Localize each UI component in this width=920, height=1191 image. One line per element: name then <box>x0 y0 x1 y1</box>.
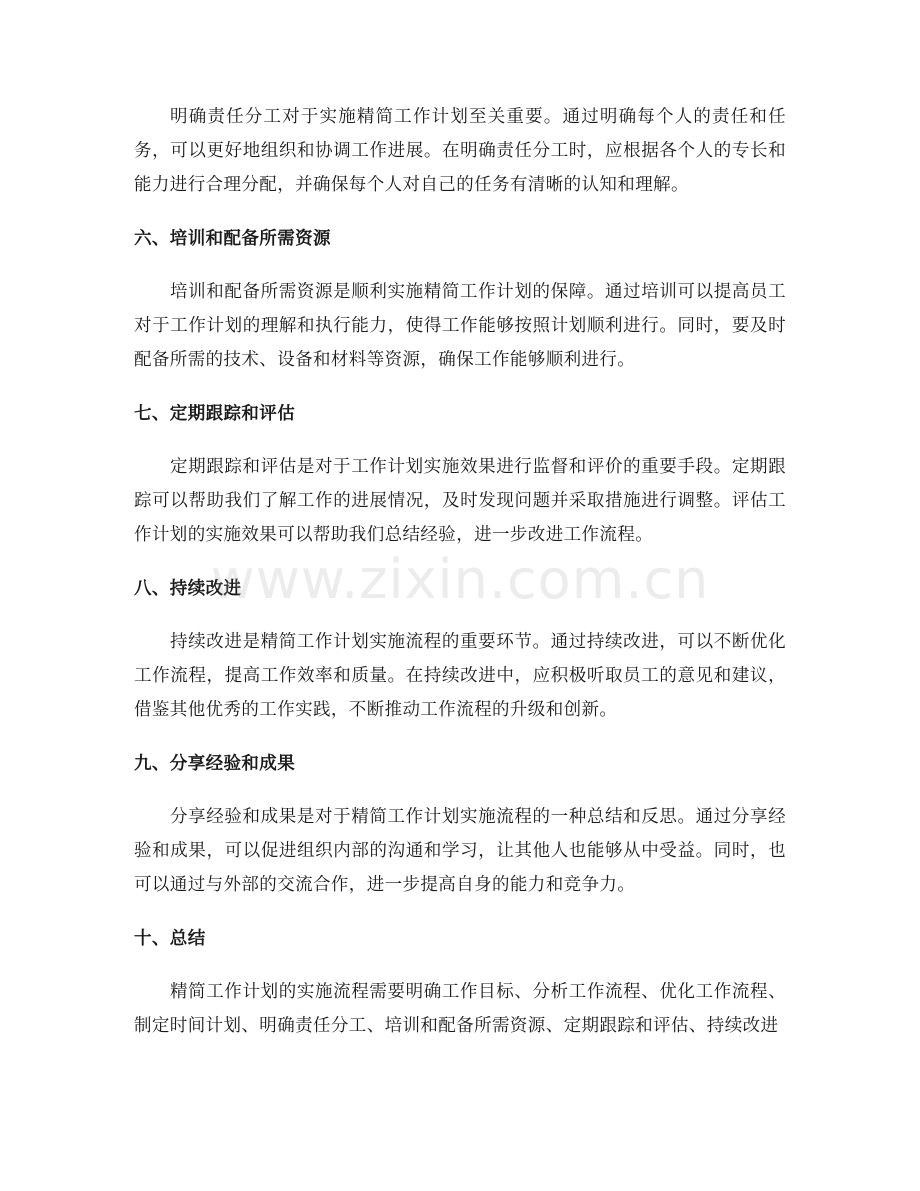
paragraph-continuous-improvement: 持续改进是精简工作计划实施流程的重要环节。通过持续改进，可以不断优化工作流程，提高工作效率和质量。在持续改进中，应积极听取员工的意见和建议，借鉴其他优秀的工作实践，不断推动工作流程的升级和创新。 <box>134 632 786 720</box>
paragraph-tracking-evaluation: 定期跟踪和评估是对于工作计划实施效果进行监督和评价的重要手段。定期跟踪可以帮助我们了解工作的进展情况，及时发现问题并采取措施进行调整。评估工作计划的实施效果可以帮助我们总结经验，进一步改进工作流程。 <box>134 457 786 545</box>
heading-continuous-improvement: 八、持续改进 <box>134 579 242 599</box>
paragraph-training-resources: 培训和配备所需资源是顺利实施精简工作计划的保障。通过培训可以提高员工对于工作计划的理解和执行能力，使得工作能够按照计划顺利进行。同时，要及时配备所需的技术、设备和材料等资源，确保工作能够顺利进行。 <box>134 282 786 370</box>
paragraph-responsibility: 明确责任分工对于实施精简工作计划至关重要。通过明确每个人的责任和任务，可以更好地组织和协调工作进展。在明确责任分工时，应根据各个人的专长和能力进行合理分配，并确保每个人对自己的任务有清晰的认知和理解。 <box>134 107 786 195</box>
document-body <box>134 100 786 1043</box>
heading-sharing-experience: 九、分享经验和成果 <box>134 754 296 774</box>
paragraph-sharing-experience: 分享经验和成果是对于精简工作计划实施流程的一种总结和反思。通过分享经验和成果，可以促进组织内部的沟通和学习，让其他人也能够从中受益。同时，也可以通过与外部的交流合作，进一步提高自身的能力和竞争力。 <box>134 807 786 895</box>
paragraph-summary: 精简工作计划的实施流程需要明确工作目标、分析工作流程、优化工作流程、制定时间计划、明确责任分工、培训和配备所需资源、定期跟踪和评估、持续改进 <box>134 982 786 1036</box>
heading-tracking-evaluation: 七、定期跟踪和评估 <box>134 404 296 424</box>
heading-summary: 十、总结 <box>134 929 206 949</box>
watermark: www.zixin.com.cn <box>210 548 710 611</box>
heading-training-resources: 六、培训和配备所需资源 <box>134 229 331 249</box>
